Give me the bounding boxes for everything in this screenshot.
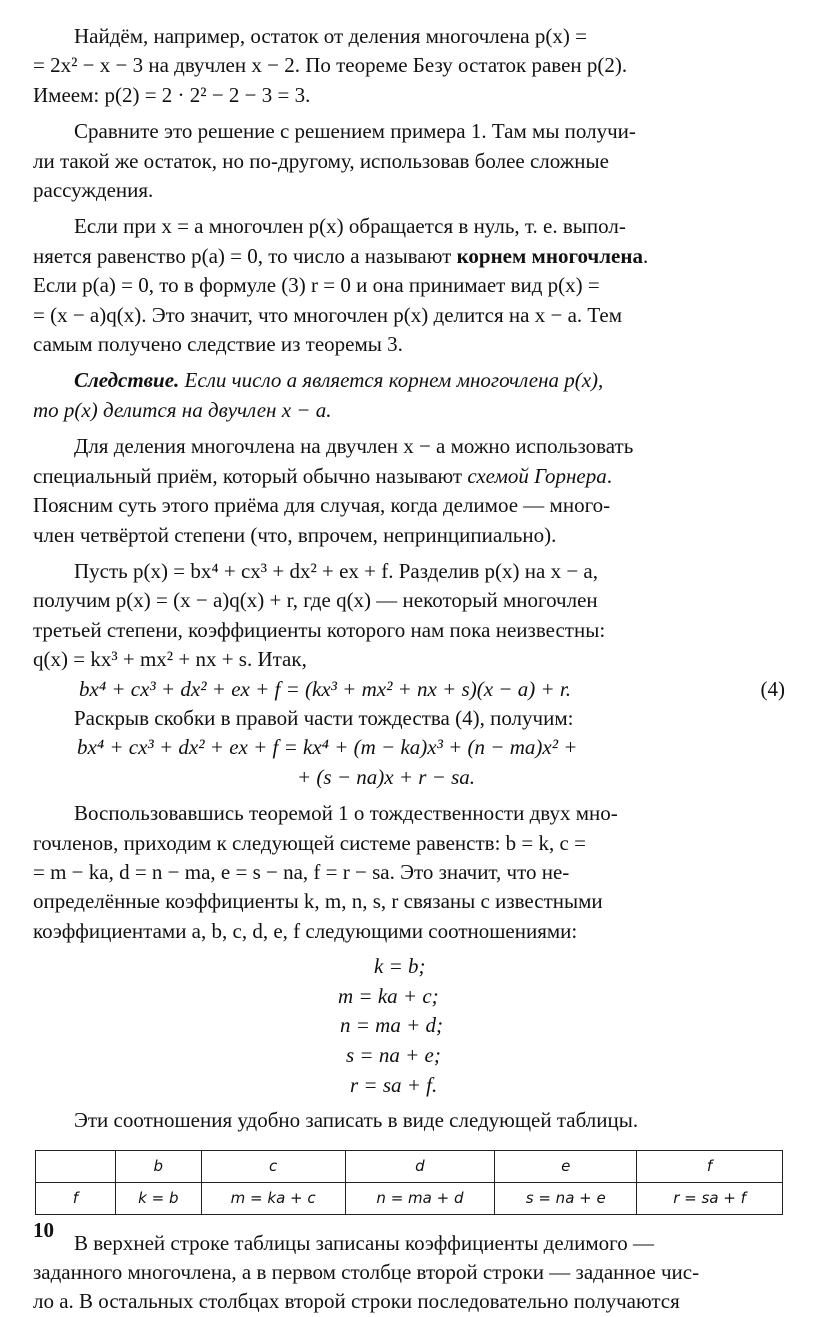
table-cell: e — [495, 1150, 637, 1182]
text-line: Если число a является корнем многочлена p(x), — [179, 368, 604, 393]
horner-table — [35, 1150, 783, 1215]
term-horner-scheme: схемой Горнера — [467, 463, 607, 488]
text-line: Сравните это решение с решением примера 1. Там мы получи- — [74, 119, 636, 144]
text-line: В верхней строке таблицы записаны коэффициенты делимого — — [74, 1230, 655, 1255]
paragraph-compare — [33, 117, 785, 205]
paragraph-bezout-example — [33, 22, 785, 110]
text-line: Имеем: p(2) = 2 · 2² − 2 − 3 = 3. — [33, 82, 311, 107]
table-cell: n = ma + d — [345, 1182, 495, 1214]
text-line: заданного многочлена, а в первом столбце второй строки — заданное чис- — [33, 1259, 700, 1284]
text-line: ли такой же остаток, но по-другому, использовав более сложные — [33, 148, 609, 173]
expanded-identity-line-1 — [33, 733, 785, 762]
corollary — [33, 366, 785, 425]
text-line: Найдём, например, остаток от деления многочлена p(x) = — [74, 24, 587, 48]
text-line: член четвёртой степени (что, впрочем, непринципиально). — [33, 522, 557, 547]
table-cell: b — [115, 1150, 201, 1182]
paragraph-division-setup — [33, 557, 785, 675]
relation-row: r = sa + f. — [350, 1072, 438, 1097]
text-line: Эти соотношения удобно записать в виде следующей таблицы. — [74, 1108, 639, 1133]
relation-row: m = ka + c; — [338, 983, 439, 1008]
page-body — [33, 22, 785, 1317]
paragraph-table-explanation — [33, 1229, 785, 1317]
table-cell: m = ka + c — [201, 1182, 345, 1214]
equation-number: (4) — [760, 676, 785, 701]
text-line: няется равенство p(a) = 0, то число a называют — [33, 243, 457, 268]
paragraph-system — [33, 799, 785, 946]
text-line: Пусть p(x) = bx⁴ + cx³ + dx² + ex + f. Разделив p(x) на x − a, — [74, 558, 599, 583]
relation-row: n = ma + d; — [340, 1013, 444, 1038]
equation-text: + (s − na)x + r − sa. — [297, 764, 476, 789]
text-line: . — [606, 463, 612, 488]
table-row — [36, 1150, 783, 1182]
table-row — [36, 1182, 783, 1214]
page-number: 10 — [33, 1218, 54, 1242]
text-line: Воспользовавшись теоремой 1 о тождественности двух мно- — [74, 801, 618, 826]
text-line: то p(x) делится на двучлен x − a. — [33, 397, 332, 422]
text-line: Если p(a) = 0, то в формуле (3) r = 0 и она принимает вид p(x) = — [33, 273, 600, 298]
text-line: q(x) = kx³ + mx² + nx + s. Итак, — [33, 647, 307, 672]
text-line: гочленов, приходим к следующей системе равенств: b = k, c = — [33, 830, 586, 855]
text-line: Поясним суть этого приёма для случая, когда делимое — много- — [33, 493, 611, 518]
text-line: Раскрыв скобки в правой части тождества (4), получим: — [74, 705, 574, 730]
table-cell: s = na + e — [495, 1182, 637, 1214]
table-cell: k = b — [115, 1182, 201, 1214]
paragraph-expand — [33, 704, 785, 733]
relation-row: s = na + e; — [346, 1042, 441, 1067]
paragraph-horner-intro — [33, 432, 785, 550]
text-line: = (x − a)q(x). Это значит, что многочлен p(x) делится на x − a. Тем — [33, 302, 623, 327]
relation-row: k = b; — [374, 954, 426, 979]
table-cell: c — [201, 1150, 345, 1182]
corollary-label: Следствие. — [74, 368, 180, 393]
text-line: = 2x² − x − 3 на двучлен x − 2. По теореме Безу остаток равен p(2). — [33, 53, 628, 78]
relations-system — [338, 952, 785, 1100]
text-line: = m − ka, d = n − ma, e = s − na, f = r − sa. Это значит, что не- — [33, 859, 570, 884]
text-line: Для деления многочлена на двучлен x − a можно использовать — [74, 434, 634, 459]
equation-text: bx⁴ + cx³ + dx² + ex + f = (kx³ + mx² + nx + s)(x − a) + r. — [79, 676, 571, 701]
text-line: определённые коэффициенты k, m, n, s, r связаны с известными — [33, 889, 603, 914]
text-line: самым получено следствие из теоремы 3. — [33, 332, 403, 357]
text-line: Если при x = a многочлен p(x) обращается в нуль, т. е. выпол- — [74, 214, 626, 239]
table-cell: f — [637, 1150, 783, 1182]
table-cell: d — [345, 1150, 495, 1182]
table-cell: r = sa + f — [637, 1182, 783, 1214]
text-line: . — [642, 243, 649, 268]
text-line: ло a. В остальных столбцах второй строки последовательно получаются — [33, 1289, 680, 1314]
text-line: специальный приём, который обычно называют — [33, 463, 468, 488]
paragraph-root-definition — [33, 212, 785, 359]
expanded-identity-line-2 — [33, 763, 785, 792]
text-line: третьей степени, коэффициенты которого нам пока неизвестны: — [33, 617, 606, 642]
text-line: коэффициентами a, b, c, d, e, f следующими соотношениями: — [33, 918, 578, 943]
text-line: получим p(x) = (x − a)q(x) + r, где q(x) — некоторый многочлен — [33, 588, 598, 613]
equation-4 — [33, 675, 785, 704]
table-cell: f — [36, 1182, 116, 1214]
equation-text: bx⁴ + cx³ + dx² + ex + f = kx⁴ + (m − ka)x³ + (n − ma)x² + — [77, 735, 578, 760]
text-line: рассуждения. — [33, 178, 154, 203]
table-cell — [36, 1150, 116, 1182]
paragraph-table-intro — [33, 1106, 785, 1135]
term-root-of-polynomial: корнем многочлена — [456, 243, 643, 268]
